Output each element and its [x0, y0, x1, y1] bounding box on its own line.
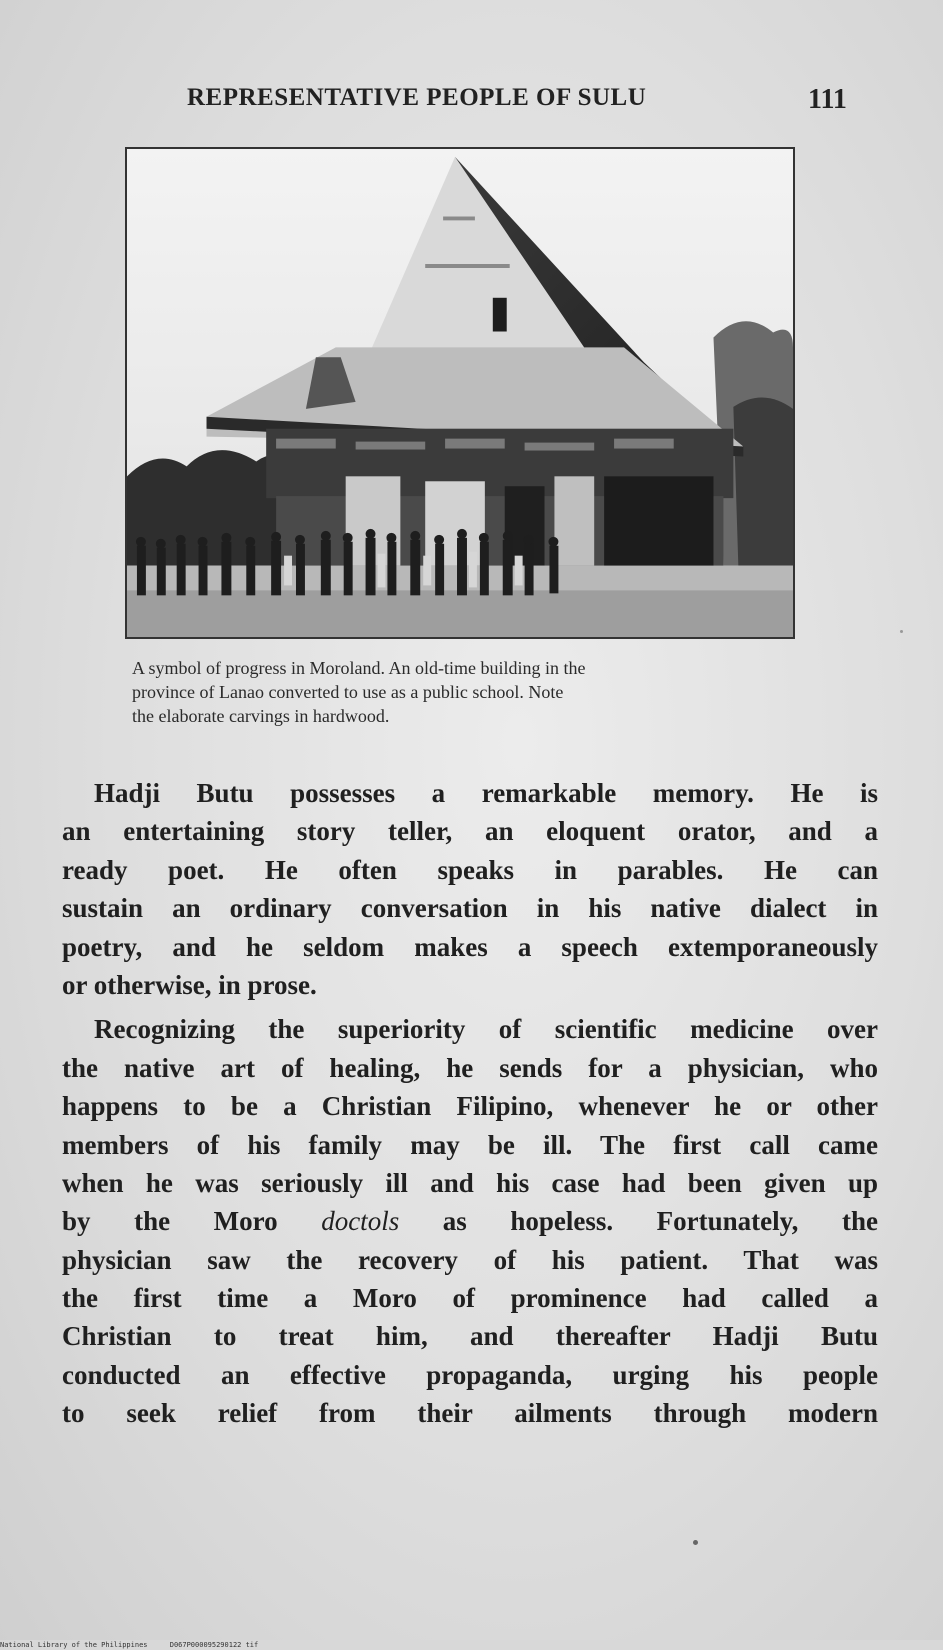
footer-library: National Library of the Philippines [0, 1641, 148, 1649]
text-line: Hadji Butu possesses a remarkable memory. He is [94, 778, 878, 808]
text-line: physician saw the recovery of his patient. That was [62, 1244, 878, 1275]
text-fragment: by the Moro [62, 1206, 322, 1237]
text-line: when he was seriously ill and his case had been given up [62, 1167, 878, 1198]
text-line: sustain an ordinary conversation in his native dialect in [62, 893, 878, 924]
text-line: an entertaining story teller, an eloquent orator, and a [62, 816, 878, 847]
text-line: conducted an effective propaganda, urging his people [62, 1359, 878, 1390]
caption-line: province of Lanao converted to use as a public school. Note [132, 682, 564, 702]
text-line: Christian to treat him, and thereafter Hadji Butu [62, 1321, 878, 1352]
text-line: happens to be a Christian Filipino, whenever he or other [62, 1091, 878, 1122]
text-line-doctols [62, 1202, 878, 1240]
caption-line: the elaborate carvings in hardwood. [132, 706, 390, 726]
text-line: Recognizing the superiority of scientific medicine over [94, 1014, 878, 1045]
text-line: the first time a Moro of prominence had called a [62, 1283, 878, 1314]
print-speck [693, 1540, 698, 1545]
page-number: 111 [808, 84, 847, 115]
school-building-illustration [127, 149, 793, 637]
text-fragment: as hopeless. Fortunately, the [399, 1206, 878, 1237]
footer-file-id: D067P000095290122 tif [169, 1641, 259, 1649]
running-head: REPRESENTATIVE PEOPLE OF SULU [187, 84, 647, 111]
figure-photo [125, 147, 795, 639]
paragraph-1 [62, 774, 878, 1004]
text-line: or otherwise, in prose. [62, 969, 317, 1000]
text-line: ready poet. He often speaks in parables. He can [62, 854, 878, 885]
text-line: to seek relief from their ailments through modern [62, 1398, 878, 1429]
body-text [62, 774, 878, 1433]
text-line: the native art of healing, he sends for a physician, who [62, 1052, 878, 1083]
caption-line: A symbol of progress in Moroland. An old-time building in the [132, 658, 586, 678]
paragraph-2 [62, 1010, 878, 1432]
print-speck [900, 630, 903, 633]
text-line: members of his family may be ill. The first call came [62, 1129, 878, 1160]
italic-word-doctols: doctols [321, 1206, 400, 1237]
figure-caption [132, 656, 812, 728]
text-line: poetry, and he seldom makes a speech extemporaneously [62, 931, 878, 962]
scan-footer [0, 1640, 943, 1650]
